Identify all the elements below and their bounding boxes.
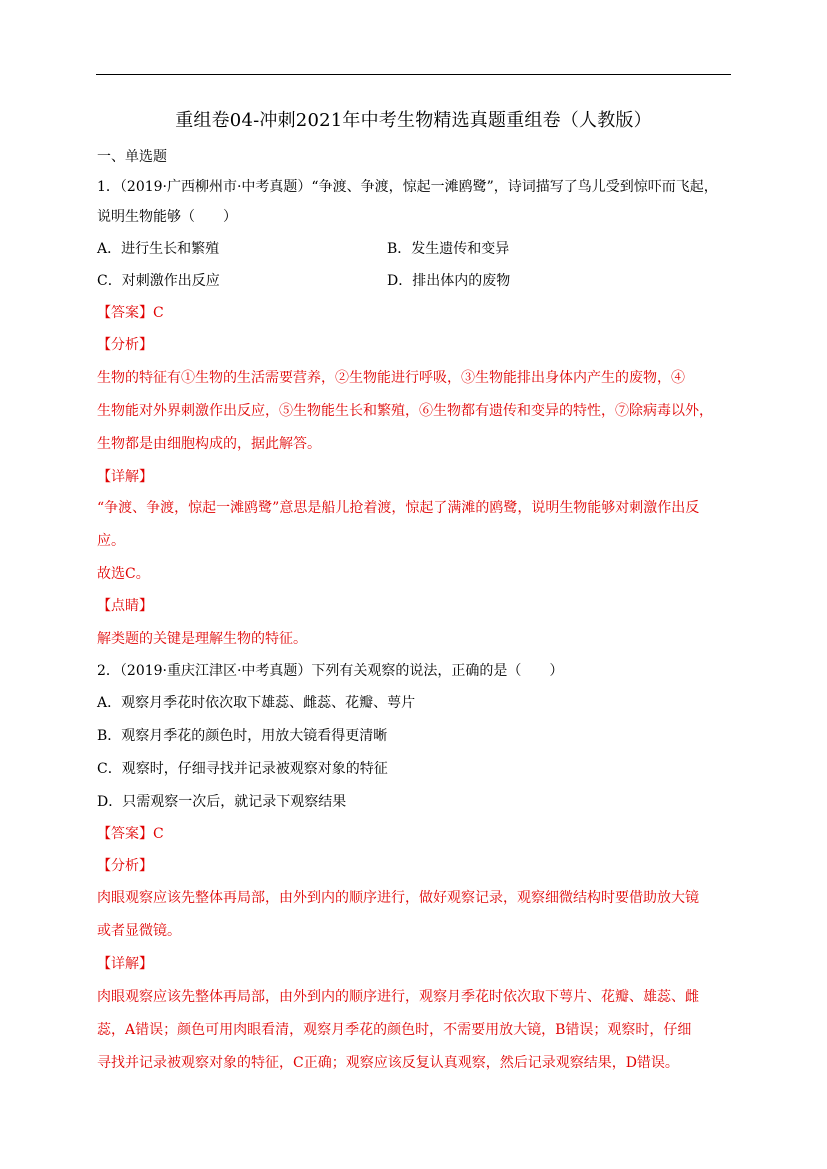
q2-detail-label: 【详解】 [97,956,153,972]
q2-analysis-line2: 或者显微镜。 [97,923,181,939]
page-title: 重组卷04-冲刺2021年中考生物精选真题重组卷（人教版） [175,110,652,131]
q2-stem: 2．（2019·重庆江津区·中考真题）下列有关观察的说法，正确的是（ ） [97,663,564,679]
q1-option-c: C．对刺激作出反应 [97,273,220,289]
q1-detail-line1: “争渡、争渡，惊起一滩鸥鹭”意思是船儿抢着渡，惊起了满滩的鸥鹭，说明生物能够对刺激作出反 [97,500,700,516]
q1-detail-line3: 故选C。 [97,566,150,582]
q1-answer: 【答案】C [97,305,164,321]
q1-option-a: A．进行生长和繁殖 [97,241,220,257]
q1-analysis-line1: 生物的特征有①生物的生活需要营养，②生物能进行呼吸，③生物能排出身体内产生的废物，④ [97,370,685,386]
q2-option-a: A．观察月季花时依次取下雄蕊、雌蕊、花瓣、萼片 [97,695,416,711]
q2-analysis-label: 【分析】 [97,858,153,874]
q2-detail-line3: 寻找并记录被观察对象的特征，C正确；观察应该反复认真观察，然后记录观察结果，D错误。 [97,1055,679,1071]
q1-comment-label: 【点睛】 [97,598,153,614]
q1-stem-line1: 1．（2019·广西柳州市·中考真题）“争渡、争渡，惊起一滩鸥鹭”，诗词描写了鸟儿受到惊吓而飞起， [97,179,718,195]
q2-detail-line2: 蕊，A错误；颜色可用肉眼看清，观察月季花的颜色时，不需要用放大镜，B错误；观察时，仔细 [97,1022,692,1038]
q1-comment-line: 解类题的关键是理解生物的特征。 [97,631,307,647]
q1-analysis-line3: 生物都是由细胞构成的，据此解答。 [97,436,321,452]
q1-detail-label: 【详解】 [97,469,153,485]
section-heading: 一、单选题 [97,149,167,165]
q1-detail-line2: 应。 [97,533,125,549]
q2-option-c: C．观察时，仔细寻找并记录被观察对象的特征 [97,761,388,777]
q1-option-b: B．发生遗传和变异 [387,241,510,257]
q1-analysis-label: 【分析】 [97,337,153,353]
q2-option-d: D．只需观察一次后，就记录下观察结果 [97,794,347,810]
q1-option-d: D．排出体内的废物 [387,273,511,289]
header-rule [96,74,731,75]
q1-stem-line2: 说明生物能够（ ） [97,209,237,225]
q2-detail-line1: 肉眼观察应该先整体再局部，由外到内的顺序进行，观察月季花时依次取下萼片、花瓣、雄蕊、雌 [97,989,699,1005]
q2-analysis-line1: 肉眼观察应该先整体再局部，由外到内的顺序进行，做好观察记录，观察细微结构时要借助放大镜 [97,890,699,906]
q1-analysis-line2: 生物能对外界刺激作出反应，⑤生物能生长和繁殖，⑥生物都有遗传和变异的特性，⑦除病毒以外， [97,403,713,419]
q2-option-b: B．观察月季花的颜色时，用放大镜看得更清晰 [97,728,388,744]
q2-answer: 【答案】C [97,826,164,842]
